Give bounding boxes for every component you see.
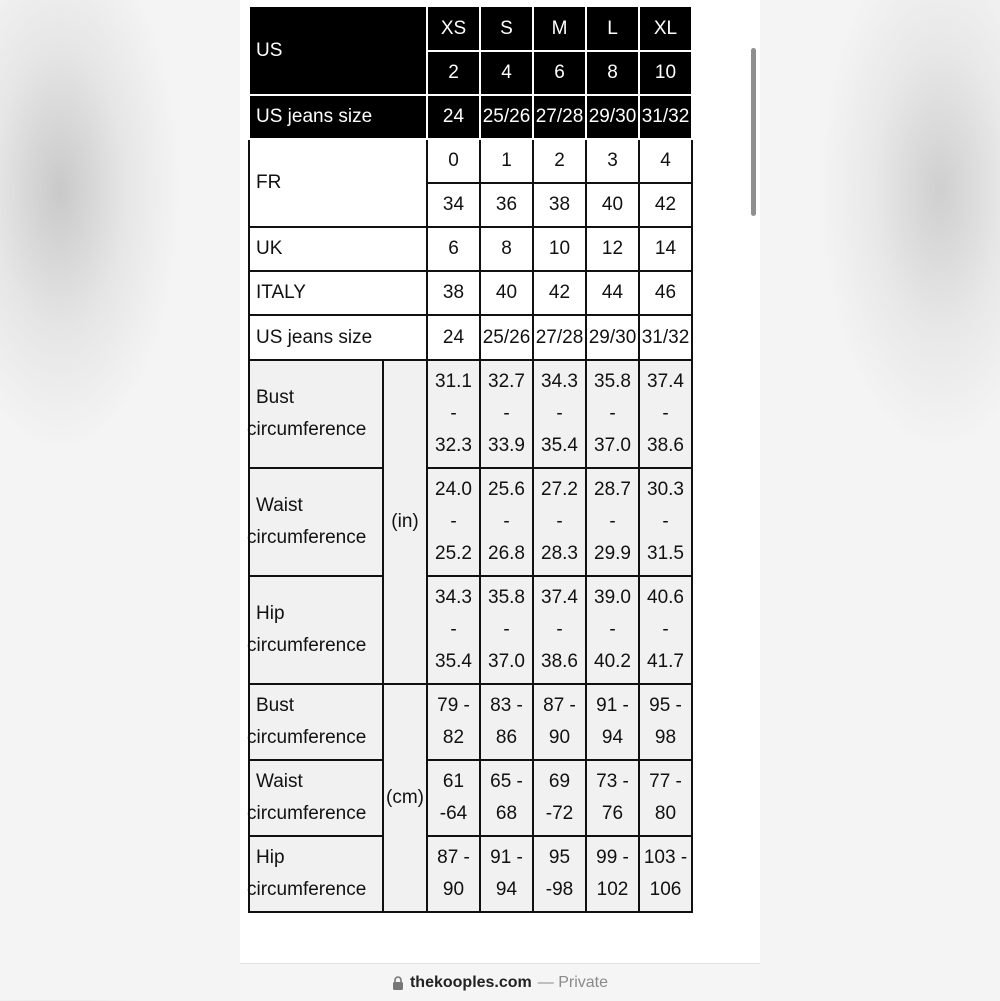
measure-label: circumference	[247, 727, 367, 748]
uk-cell: 12	[586, 227, 639, 271]
us-numeric-cell: 10	[639, 51, 692, 95]
us-jeans-label: US jeans size	[249, 95, 427, 139]
hip-cm-cell: 91 - 94	[480, 836, 533, 912]
background-right	[760, 0, 1000, 1000]
measure-label: circumference	[247, 879, 367, 900]
jeans-cell: 27/28	[533, 315, 586, 360]
measure-label: Bust	[256, 695, 295, 716]
measure-label: Hip	[256, 847, 285, 868]
bust-in-cell: 32.7 - 33.9	[480, 360, 533, 468]
uk-cell: 14	[639, 227, 692, 271]
hip-cm-label	[249, 836, 383, 912]
italy-cell: 38	[427, 271, 480, 315]
unit-cm: (cm)	[383, 684, 427, 912]
uk-cell: 8	[480, 227, 533, 271]
us-numeric-cell: 6	[533, 51, 586, 95]
hip-cm-cell: 87 - 90	[427, 836, 480, 912]
hip-cm-cell: 95 -98	[533, 836, 586, 912]
waist-in-label	[249, 468, 383, 576]
hip-cm-cell: 99 - 102	[586, 836, 639, 912]
fr-cell: 1	[480, 139, 533, 183]
waist-cm-cell: 69 -72	[533, 760, 586, 836]
hip-in-label	[249, 576, 383, 684]
us-numeric-cell: 4	[480, 51, 533, 95]
uk-cell: 10	[533, 227, 586, 271]
hip-in-cell: 37.4 - 38.6	[533, 576, 586, 684]
hip-in-cell: 35.8 - 37.0	[480, 576, 533, 684]
us-numeric-cell: 2	[427, 51, 480, 95]
waist-cm-cell: 65 - 68	[480, 760, 533, 836]
hip-cm-cell: 103 - 106	[639, 836, 692, 912]
bust-cm-cell: 95 - 98	[639, 684, 692, 760]
uk-cell: 6	[427, 227, 480, 271]
measure-label: Hip	[256, 603, 285, 624]
privacy-label: — Private	[537, 973, 609, 991]
measure-label: circumference	[247, 635, 367, 656]
jeans-cell: 25/26	[480, 315, 533, 360]
italy-cell: 44	[586, 271, 639, 315]
waist-in-cell: 27.2 - 28.3	[533, 468, 586, 576]
bust-cm-label	[249, 684, 383, 760]
us-numeric-cell: 8	[586, 51, 639, 95]
measure-label: circumference	[247, 419, 367, 440]
fr-cell: 2	[533, 139, 586, 183]
size-chart-table	[248, 5, 693, 913]
waist-in-cell: 30.3 - 31.5	[639, 468, 692, 576]
italy-cell: 46	[639, 271, 692, 315]
italy-label: ITALY	[249, 271, 427, 315]
size-s: S	[480, 6, 533, 51]
bust-cm-cell: 87 - 90	[533, 684, 586, 760]
fr-cell: 4	[639, 139, 692, 183]
lock-icon	[392, 976, 404, 990]
waist-in-cell: 28.7 - 29.9	[586, 468, 639, 576]
us-jeans-cell: 24	[427, 95, 480, 139]
us-jeans-cell: 25/26	[480, 95, 533, 139]
bust-in-cell: 37.4 - 38.6	[639, 360, 692, 468]
fr-label: FR	[249, 139, 427, 227]
fr-cell: 36	[480, 183, 533, 227]
uk-label: UK	[249, 227, 427, 271]
jeans-cell: 24	[427, 315, 480, 360]
size-m: M	[533, 6, 586, 51]
fr-cell: 42	[639, 183, 692, 227]
jeans-cell: 29/30	[586, 315, 639, 360]
bust-in-cell: 34.3 - 35.4	[533, 360, 586, 468]
measure-label: Waist	[256, 771, 303, 792]
address-bar[interactable]	[240, 963, 760, 1001]
jeans-label: US jeans size	[249, 315, 427, 360]
site-domain[interactable]: thekooples.com	[409, 973, 532, 991]
bust-in-label	[249, 360, 383, 468]
us-jeans-cell: 27/28	[533, 95, 586, 139]
bust-cm-cell: 83 - 86	[480, 684, 533, 760]
bust-cm-cell: 91 - 94	[586, 684, 639, 760]
bust-in-cell: 31.1 - 32.3	[427, 360, 480, 468]
us-label: US	[249, 6, 427, 95]
italy-cell: 42	[533, 271, 586, 315]
waist-in-cell: 25.6 - 26.8	[480, 468, 533, 576]
fr-cell: 3	[586, 139, 639, 183]
size-xs: XS	[427, 6, 480, 51]
unit-inches: (in)	[383, 360, 427, 684]
measure-label: Waist	[256, 495, 303, 516]
waist-cm-cell: 61 -64	[427, 760, 480, 836]
hip-in-cell: 39.0 - 40.2	[586, 576, 639, 684]
bust-cm-cell: 79 - 82	[427, 684, 480, 760]
fr-cell: 0	[427, 139, 480, 183]
waist-cm-label	[249, 760, 383, 836]
waist-cm-cell: 77 - 80	[639, 760, 692, 836]
size-xl: XL	[639, 6, 692, 51]
measure-label: circumference	[247, 803, 367, 824]
fr-cell: 40	[586, 183, 639, 227]
hip-in-cell: 34.3 - 35.4	[427, 576, 480, 684]
us-jeans-cell: 31/32	[639, 95, 692, 139]
us-jeans-cell: 29/30	[586, 95, 639, 139]
italy-cell: 40	[480, 271, 533, 315]
fr-cell: 34	[427, 183, 480, 227]
waist-in-cell: 24.0 - 25.2	[427, 468, 480, 576]
measure-label: circumference	[247, 527, 367, 548]
bust-in-cell: 35.8 - 37.0	[586, 360, 639, 468]
size-l: L	[586, 6, 639, 51]
hip-in-cell: 40.6 - 41.7	[639, 576, 692, 684]
waist-cm-cell: 73 - 76	[586, 760, 639, 836]
jeans-cell: 31/32	[639, 315, 692, 360]
fr-cell: 38	[533, 183, 586, 227]
scrollbar[interactable]	[751, 48, 756, 216]
measure-label: Bust	[256, 387, 295, 408]
